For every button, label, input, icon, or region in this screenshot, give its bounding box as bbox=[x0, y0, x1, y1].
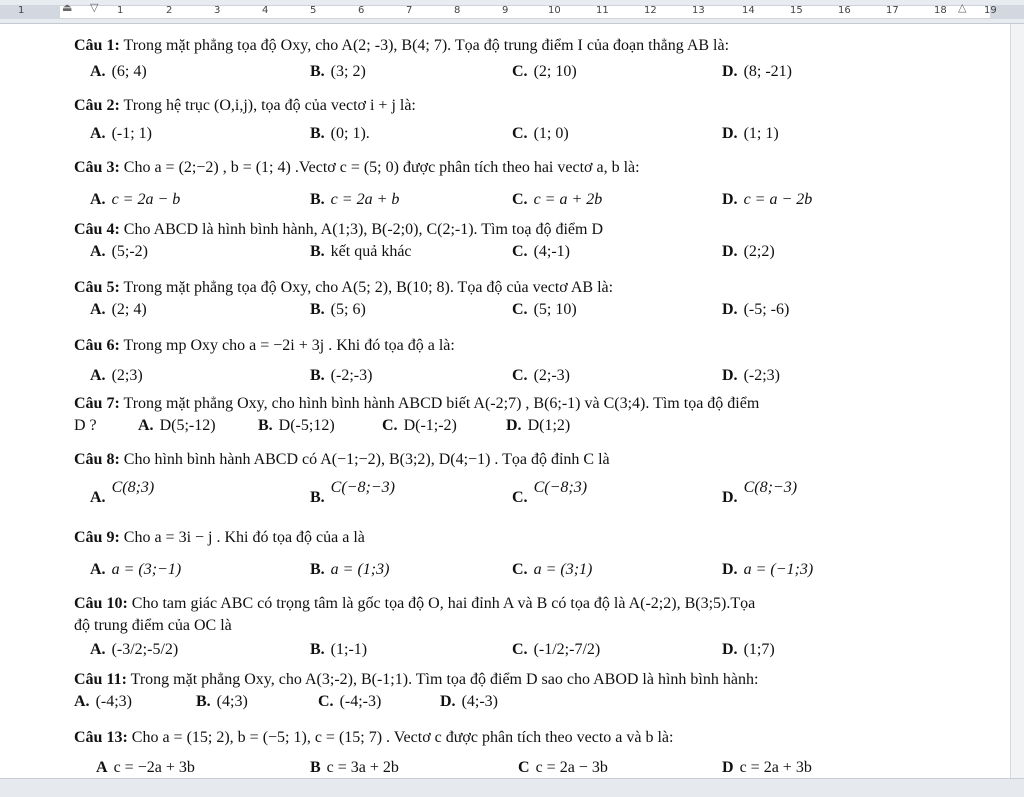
ruler-number: 2 bbox=[166, 5, 173, 16]
question-label: Câu 7: bbox=[74, 395, 120, 412]
ruler-number: 7 bbox=[406, 5, 413, 16]
question-8 bbox=[74, 450, 610, 470]
ruler-number: 1 bbox=[18, 5, 25, 16]
ruler-number: 4 bbox=[262, 5, 269, 16]
vertical-scrollbar[interactable] bbox=[1010, 24, 1024, 778]
ruler-number: 17 bbox=[886, 5, 899, 16]
answer-option: D. (1; 1) bbox=[722, 125, 779, 142]
answer-option: A. (-1; 1) bbox=[90, 125, 152, 142]
answer-option: D. (4;-3) bbox=[440, 693, 498, 710]
answer-option: B. (-2;-3) bbox=[310, 367, 373, 384]
question-label: Câu 2: bbox=[74, 97, 120, 114]
answer-option: A. (2;3) bbox=[90, 367, 143, 384]
answer-option: C. (4;-1) bbox=[512, 243, 570, 260]
answer-option: C. a = (3;1) bbox=[512, 561, 593, 578]
question-3 bbox=[74, 158, 640, 178]
answer-option: C. (2; 10) bbox=[512, 63, 577, 80]
answer-option: C.C(−8;3) bbox=[512, 479, 588, 506]
ruler-number: 10 bbox=[548, 5, 561, 16]
answer-option: C. (-4;-3) bbox=[318, 693, 382, 710]
answer-option: D c = 2a + 3b bbox=[722, 759, 812, 776]
first-line-indent-icon[interactable]: ▽ bbox=[90, 1, 99, 14]
question-text: Cho a = (2;−2) , b = (1; 4) .Vectơ c = (5; 0) được phân tích theo hai vectơ a, b là: bbox=[119, 159, 640, 176]
answer-option: C. (1; 0) bbox=[512, 125, 569, 142]
question-text: Trong mặt phẳng tọa độ Oxy, cho A(2; -3), B(4; 7). Tọa độ trung điểm I của đoạn thẳng AB là: bbox=[119, 37, 730, 54]
right-indent-icon[interactable]: △ bbox=[958, 1, 967, 14]
question-label: Câu 8: bbox=[74, 451, 120, 468]
ruler-number: 12 bbox=[644, 5, 657, 16]
question-label: Câu 11: bbox=[74, 671, 127, 688]
question-10 bbox=[74, 594, 755, 614]
question-label: Câu 3: bbox=[74, 159, 120, 176]
answer-option: D. c = a − 2b bbox=[722, 191, 813, 208]
question-text: Trong mặt phẳng tọa độ Oxy, cho A(5; 2), B(10; 8). Tọa độ của vectơ AB là: bbox=[119, 279, 614, 296]
answer-option: B.C(−8;−3) bbox=[310, 479, 395, 506]
answer-option: D. (2;2) bbox=[722, 243, 775, 260]
ruler-number: 6 bbox=[358, 5, 365, 16]
ruler-number: 1 bbox=[117, 5, 124, 16]
question-text: Cho a = 3i − j . Khi đó tọa độ của a là bbox=[119, 529, 365, 546]
answer-option: B. (1;-1) bbox=[310, 641, 368, 658]
answer-option: C. (2;-3) bbox=[512, 367, 570, 384]
ruler-number: 19 bbox=[984, 5, 997, 16]
answer-option: A. (5;-2) bbox=[90, 243, 148, 260]
answer-option: C. c = a + 2b bbox=[512, 191, 603, 208]
indent-marker-icon[interactable]: ⏏ bbox=[62, 1, 73, 14]
question-text: Trong hệ trục (O,i,j), tọa độ của vectơ i + j là: bbox=[119, 97, 416, 114]
ruler-number: 14 bbox=[742, 5, 755, 16]
question-label: Câu 1: bbox=[74, 37, 120, 54]
question-5 bbox=[74, 278, 613, 298]
answer-option: D. (-2;3) bbox=[722, 367, 780, 384]
ruler-number: 16 bbox=[838, 5, 851, 16]
question-7 bbox=[74, 394, 759, 414]
question-label: Câu 6: bbox=[74, 337, 120, 354]
question-text: Trong mặt phẳng Oxy, cho hình bình hành ABCD biết A(-2;7) , B(6;-1) và C(3;4). Tìm tọa độ điểm bbox=[119, 395, 760, 412]
question-label: Câu 10: bbox=[74, 595, 128, 612]
answer-option: A. (2; 4) bbox=[90, 301, 147, 318]
ruler-number: 11 bbox=[596, 5, 609, 16]
question-label: Câu 9: bbox=[74, 529, 120, 546]
answer-option: B. (3; 2) bbox=[310, 63, 366, 80]
answer-option: D.C(8;−3) bbox=[722, 479, 798, 506]
question-label: Câu 5: bbox=[74, 279, 120, 296]
ruler-number: 8 bbox=[454, 5, 461, 16]
answer-option: B. (5; 6) bbox=[310, 301, 366, 318]
ruler-number: 18 bbox=[934, 5, 947, 16]
answer-option: D. D(1;2) bbox=[506, 417, 571, 434]
ruler-number: 15 bbox=[790, 5, 803, 16]
answer-option: B c = 3a + 2b bbox=[310, 759, 399, 776]
ruler-left-margin bbox=[0, 5, 60, 19]
ruler-number: 13 bbox=[692, 5, 705, 16]
answer-option: A. c = 2a − b bbox=[90, 191, 181, 208]
answer-option: B. a = (1;3) bbox=[310, 561, 390, 578]
answer-option: B. (0; 1). bbox=[310, 125, 370, 142]
question-label: Câu 13: bbox=[74, 729, 128, 746]
answer-option: D. (8; -21) bbox=[722, 63, 792, 80]
question-text: Trong mặt phẳng Oxy, cho A(3;-2), B(-1;1). Tìm tọa độ điểm D sao cho ABOD là hình bình hành: bbox=[126, 671, 759, 688]
answer-option: B. D(-5;12) bbox=[258, 417, 335, 434]
answer-option: B. (4;3) bbox=[196, 693, 248, 710]
question-13 bbox=[74, 728, 673, 748]
answer-option: C. (-1/2;-7/2) bbox=[512, 641, 601, 658]
answer-option: A. (6; 4) bbox=[90, 63, 147, 80]
answer-option: A c = −2a + 3b bbox=[96, 759, 195, 776]
ruler-number: 3 bbox=[214, 5, 221, 16]
answer-option: A.C(8;3) bbox=[90, 479, 155, 506]
question-text: Cho ABCD là hình bình hành, A(1;3), B(-2;0), C(2;-1). Tìm toạ độ điểm D bbox=[119, 221, 604, 238]
question-1 bbox=[74, 36, 729, 56]
answer-option: D. a = (−1;3) bbox=[722, 561, 814, 578]
answer-option: B. c = 2a + b bbox=[310, 191, 400, 208]
ruler-number: 9 bbox=[502, 5, 509, 16]
question-6 bbox=[74, 336, 455, 356]
question-2 bbox=[74, 96, 416, 116]
question-label: Câu 4: bbox=[74, 221, 120, 238]
question-9 bbox=[74, 528, 365, 548]
question-text: Trong mp Oxy cho a = −2i + 3j . Khi đó tọa độ a là: bbox=[119, 337, 455, 354]
ruler-number: 5 bbox=[310, 5, 317, 16]
answer-option: D. (1;7) bbox=[722, 641, 775, 658]
answer-option: D. (-5; -6) bbox=[722, 301, 790, 318]
question-text: Cho hình bình hành ABCD có A(−1;−2), B(3;2), D(4;−1) . Tọa độ đỉnh C là bbox=[119, 451, 610, 468]
status-bar bbox=[0, 778, 1024, 797]
question-text: Cho a = (15; 2), b = (−5; 1), c = (15; 7) . Vectơ c được phân tích theo vecto a và b là: bbox=[127, 729, 674, 746]
question-11 bbox=[74, 670, 758, 690]
answer-option: A. D(5;-12) bbox=[138, 417, 216, 434]
horizontal-ruler[interactable] bbox=[0, 0, 1024, 24]
answer-option: A. (-4;3) bbox=[74, 693, 132, 710]
question-7-line-2: D ? bbox=[74, 417, 97, 434]
answer-option: B. kết quả khác bbox=[310, 243, 412, 260]
question-4 bbox=[74, 220, 603, 240]
answer-option: C c = 2a − 3b bbox=[518, 759, 608, 776]
question-text: Cho tam giác ABC có trọng tâm là gốc tọa độ O, hai đỉnh A và B có tọa độ là A(-2;2), B(3;5).Tọa bbox=[127, 595, 756, 612]
answer-option: A. (-3/2;-5/2) bbox=[90, 641, 179, 658]
answer-option: C. (5; 10) bbox=[512, 301, 577, 318]
answer-option: C. D(-1;-2) bbox=[382, 417, 457, 434]
answer-option: A. a = (3;−1) bbox=[90, 561, 182, 578]
question-10-line-2: độ trung điểm của OC là bbox=[74, 617, 232, 634]
